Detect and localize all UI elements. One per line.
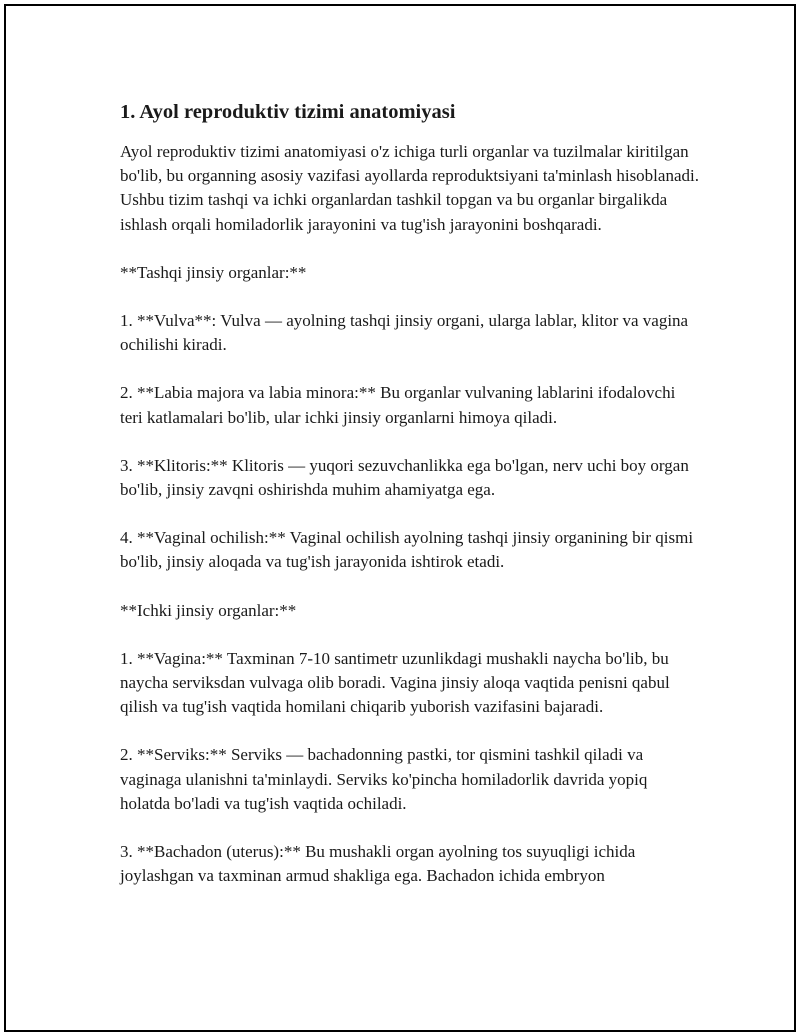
intro-paragraph: Ayol reproduktiv tizimi anatomiyasi o'z ichiga turli organlar va tuzilmalar kiritilgan bo'lib, bu organning asosiy vazifasi ayollarda reproduktsiyani ta'minlash hisoblanadi. Ushbu tizim tashqi va ichki organlardan tashkil topgan va bu organlar birgalikda ishlash orqali homiladorlik jarayonini va tug'ish jarayonini boshqaradi. — [120, 142, 699, 234]
list-item-cervix: 2. **Serviks:** Serviks — bachadonning pastki, tor qismini tashkil qiladi va vaginaga ulanishni ta'minlaydi. Serviks ko'pincha homiladorlik davrida yopiq holatda bo'ladi va tug'ish vaqtida ochiladi. — [120, 745, 648, 813]
list-item-vagina: 1. **Vagina:** Taxminan 7-10 santimetr uzunlikdagi mushakli naycha bo'lib, bu naycha serviksdan vulvaga olib boradi. Vagina jinsiy aloqa vaqtida penisni qabul qilish va tug'ish vaqtida homilani chiqarib yuborish vazifasini bajaradi. — [120, 648, 670, 717]
list-item-labia: 2. **Labia majora va labia minora:** Bu organlar vulvaning lablarini ifodalovchi teri katlamalari bo'lib, ular ichki jinsiy organlarni himoya qiladi. — [120, 383, 676, 427]
document-page — [4, 4, 796, 1032]
section-heading: 1. Ayol reproduktiv tizimi anatomiyasi — [120, 101, 456, 123]
list-item-vaginal-opening: 4. **Vaginal ochilish:** Vaginal ochilish ayolning tashqi jinsiy organining bir qismi bo'lib, jinsiy aloqada va tug'ish jarayonida ishtirok etadi. — [120, 528, 694, 572]
external-organs-heading: **Tashqi jinsiy organlar:** — [120, 262, 307, 282]
list-item-clitoris: 3. **Klitoris:** Klitoris — yuqori sezuvchanlikka ega bo'lgan, nerv uchi boy organ bo'lib, jinsiy zavqni oshirishda muhim ahamiyatga ega. — [120, 455, 689, 500]
list-item-vulva: 1. **Vulva**: Vulva — ayolning tashqi jinsiy organi, ularga lablar, klitor va vagina ochilishi kiradi. — [120, 311, 689, 355]
internal-organs-heading: **Ichki jinsiy organlar:** — [120, 600, 297, 620]
document-content — [120, 98, 700, 912]
list-item-uterus: 3. **Bachadon (uterus):** Bu mushakli organ ayolning tos suyuqligi ichida joylashgan va taxminan armud shakliga ega. Bachadon ichida embryon — [120, 842, 636, 886]
